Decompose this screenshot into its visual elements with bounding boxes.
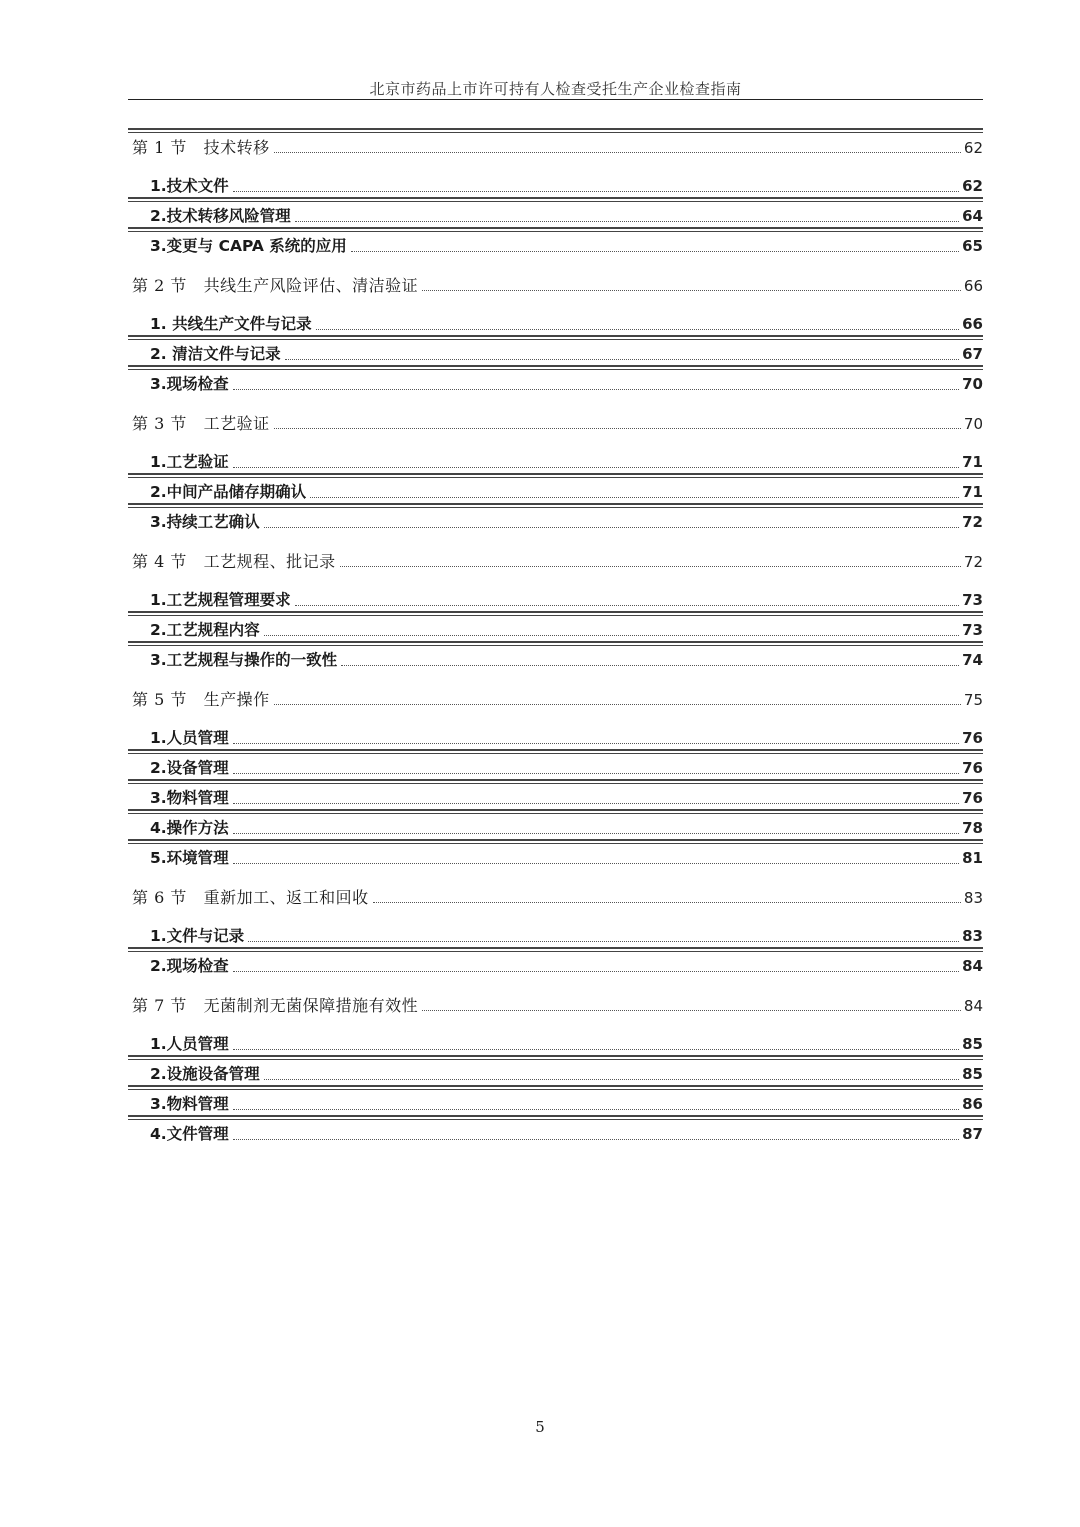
toc-entry-page-number: 81 [962, 849, 983, 867]
toc-section-entry[interactable] [128, 413, 983, 434]
toc-entry-page-number: 73 [962, 591, 983, 609]
toc-entry-label: 第 3 节 工艺验证 [132, 414, 270, 433]
page-number: 5 [535, 1418, 545, 1436]
dot-leader [274, 151, 961, 153]
toc-item-entry[interactable] [128, 314, 983, 335]
toc-entry-label: 1.人员管理 [150, 729, 229, 747]
toc-entry-page-number: 84 [962, 957, 983, 975]
toc-entry-page-number: 76 [962, 789, 983, 807]
toc-item-entry[interactable] [128, 788, 983, 809]
toc-entry-label: 4.操作方法 [150, 819, 229, 837]
dot-leader [264, 526, 959, 528]
dot-leader [233, 1108, 959, 1110]
toc-item-entry[interactable] [128, 650, 983, 671]
toc-entry-label: 1.工艺规程管理要求 [150, 591, 291, 609]
dot-leader [310, 496, 959, 498]
toc-entry-page-number: 65 [962, 237, 983, 255]
toc-item-entry[interactable] [128, 206, 983, 227]
toc-entry-label: 3.物料管理 [150, 1095, 229, 1113]
dot-leader [285, 358, 960, 360]
toc-item-entry[interactable] [128, 1094, 983, 1115]
toc-item-entry[interactable] [128, 818, 983, 839]
toc-entry-page-number: 83 [963, 889, 983, 907]
toc-item-entry[interactable] [128, 1124, 983, 1145]
dot-leader [264, 634, 959, 636]
dot-leader [233, 862, 959, 864]
toc-entry-page-number: 74 [962, 651, 983, 669]
toc-item-entry[interactable] [128, 512, 983, 533]
toc-entry-label: 第 1 节 技术转移 [132, 138, 270, 157]
toc-entry-page-number: 86 [962, 1095, 983, 1113]
toc-section-entry[interactable] [128, 689, 983, 710]
toc-item-entry[interactable] [128, 926, 983, 947]
dot-leader [233, 742, 959, 744]
toc-entry-label: 3.持续工艺确认 [150, 513, 260, 531]
dot-leader [373, 901, 961, 903]
toc-entry-label: 第 6 节 重新加工、返工和回收 [132, 888, 369, 907]
toc-item-entry[interactable] [128, 482, 983, 503]
toc-entry-page-number: 85 [962, 1065, 983, 1083]
toc-entry-label: 1.技术文件 [150, 177, 229, 195]
toc-entry-label: 1. 共线生产文件与记录 [150, 315, 312, 333]
dot-leader [233, 388, 959, 390]
dot-leader [295, 220, 959, 222]
dot-leader [295, 604, 959, 606]
toc-item-entry[interactable] [128, 956, 983, 977]
toc-entry-page-number: 71 [962, 453, 983, 471]
table-of-contents [128, 128, 983, 1145]
toc-entry-page-number: 85 [962, 1035, 983, 1053]
toc-entry-page-number: 62 [962, 177, 983, 195]
toc-entry-page-number: 66 [962, 315, 983, 333]
toc-section-entry[interactable] [128, 995, 983, 1016]
toc-item-entry[interactable] [128, 1034, 983, 1055]
dot-leader [264, 1078, 959, 1080]
toc-item-entry[interactable] [128, 452, 983, 473]
toc-section-entry[interactable] [128, 137, 983, 158]
toc-entry-label: 3.工艺规程与操作的一致性 [150, 651, 338, 669]
dot-leader [233, 190, 959, 192]
dot-leader [233, 772, 959, 774]
toc-entry-label: 第 7 节 无菌制剂无菌保障措施有效性 [132, 996, 419, 1015]
toc-entry-page-number: 78 [962, 819, 983, 837]
page-header-title: 北京市药品上市许可持有人检查受托生产企业检查指南 [369, 80, 742, 98]
toc-entry-label: 3.变更与 CAPA 系统的应用 [150, 237, 347, 255]
toc-item-entry[interactable] [128, 176, 983, 197]
toc-entry-page-number: 83 [962, 927, 983, 945]
toc-entry-page-number: 67 [962, 345, 983, 363]
toc-section-entry[interactable] [128, 887, 983, 908]
dot-leader [233, 802, 959, 804]
toc-item-entry[interactable] [128, 848, 983, 869]
toc-entry-label: 3.现场检查 [150, 375, 229, 393]
dot-leader [274, 427, 961, 429]
toc-entry-page-number: 62 [963, 139, 983, 157]
toc-entry-label: 2.现场检查 [150, 957, 229, 975]
toc-entry-page-number: 72 [963, 553, 983, 571]
toc-entry-page-number: 70 [962, 375, 983, 393]
toc-entry-label: 2. 清洁文件与记录 [150, 345, 281, 363]
dot-leader [233, 1048, 959, 1050]
toc-entry-page-number: 87 [962, 1125, 983, 1143]
toc-item-entry[interactable] [128, 590, 983, 611]
dot-leader [248, 940, 959, 942]
toc-entry-label: 第 5 节 生产操作 [132, 690, 270, 709]
toc-entry-label: 2.设施设备管理 [150, 1065, 260, 1083]
toc-entry-page-number: 75 [963, 691, 983, 709]
toc-entry-page-number: 66 [963, 277, 983, 295]
toc-entry-label: 第 4 节 工艺规程、批记录 [132, 552, 336, 571]
toc-entry-label: 5.环境管理 [150, 849, 229, 867]
toc-entry-page-number: 72 [962, 513, 983, 531]
toc-entry-page-number: 73 [962, 621, 983, 639]
toc-item-entry[interactable] [128, 344, 983, 365]
toc-entry-label: 2.设备管理 [150, 759, 229, 777]
toc-item-entry[interactable] [128, 236, 983, 257]
toc-item-entry[interactable] [128, 374, 983, 395]
toc-entry-page-number: 64 [962, 207, 983, 225]
toc-item-entry[interactable] [128, 728, 983, 749]
toc-entry-label: 3.物料管理 [150, 789, 229, 807]
toc-entry-page-number: 70 [963, 415, 983, 433]
dot-leader [233, 1138, 959, 1140]
toc-entry-label: 2.技术转移风险管理 [150, 207, 291, 225]
toc-entry-label: 1.工艺验证 [150, 453, 229, 471]
dot-leader [340, 565, 961, 567]
dot-leader [316, 328, 960, 330]
toc-item-entry[interactable] [128, 758, 983, 779]
dot-leader [233, 832, 959, 834]
toc-item-entry[interactable] [128, 1064, 983, 1085]
dot-leader [341, 664, 959, 666]
toc-section-entry[interactable] [128, 551, 983, 572]
toc-entry-page-number: 71 [962, 483, 983, 501]
dot-leader [422, 289, 961, 291]
toc-section-entry[interactable] [128, 275, 983, 296]
toc-entry-label: 2.中间产品储存期确认 [150, 483, 307, 501]
dot-leader [233, 970, 959, 972]
toc-entry-label: 1.人员管理 [150, 1035, 229, 1053]
toc-entry-label: 2.工艺规程内容 [150, 621, 260, 639]
toc-entry-page-number: 76 [962, 729, 983, 747]
dot-leader [274, 703, 961, 705]
toc-entry-page-number: 84 [963, 997, 983, 1015]
toc-entry-label: 1.文件与记录 [150, 927, 245, 945]
dot-leader [422, 1009, 961, 1011]
toc-entry-label: 4.文件管理 [150, 1125, 229, 1143]
toc-item-entry[interactable] [128, 620, 983, 641]
header-divider [128, 99, 983, 100]
toc-entry-label: 第 2 节 共线生产风险评估、清洁验证 [132, 276, 419, 295]
dot-leader [351, 250, 959, 252]
dot-leader [233, 466, 959, 468]
toc-entry-page-number: 76 [962, 759, 983, 777]
